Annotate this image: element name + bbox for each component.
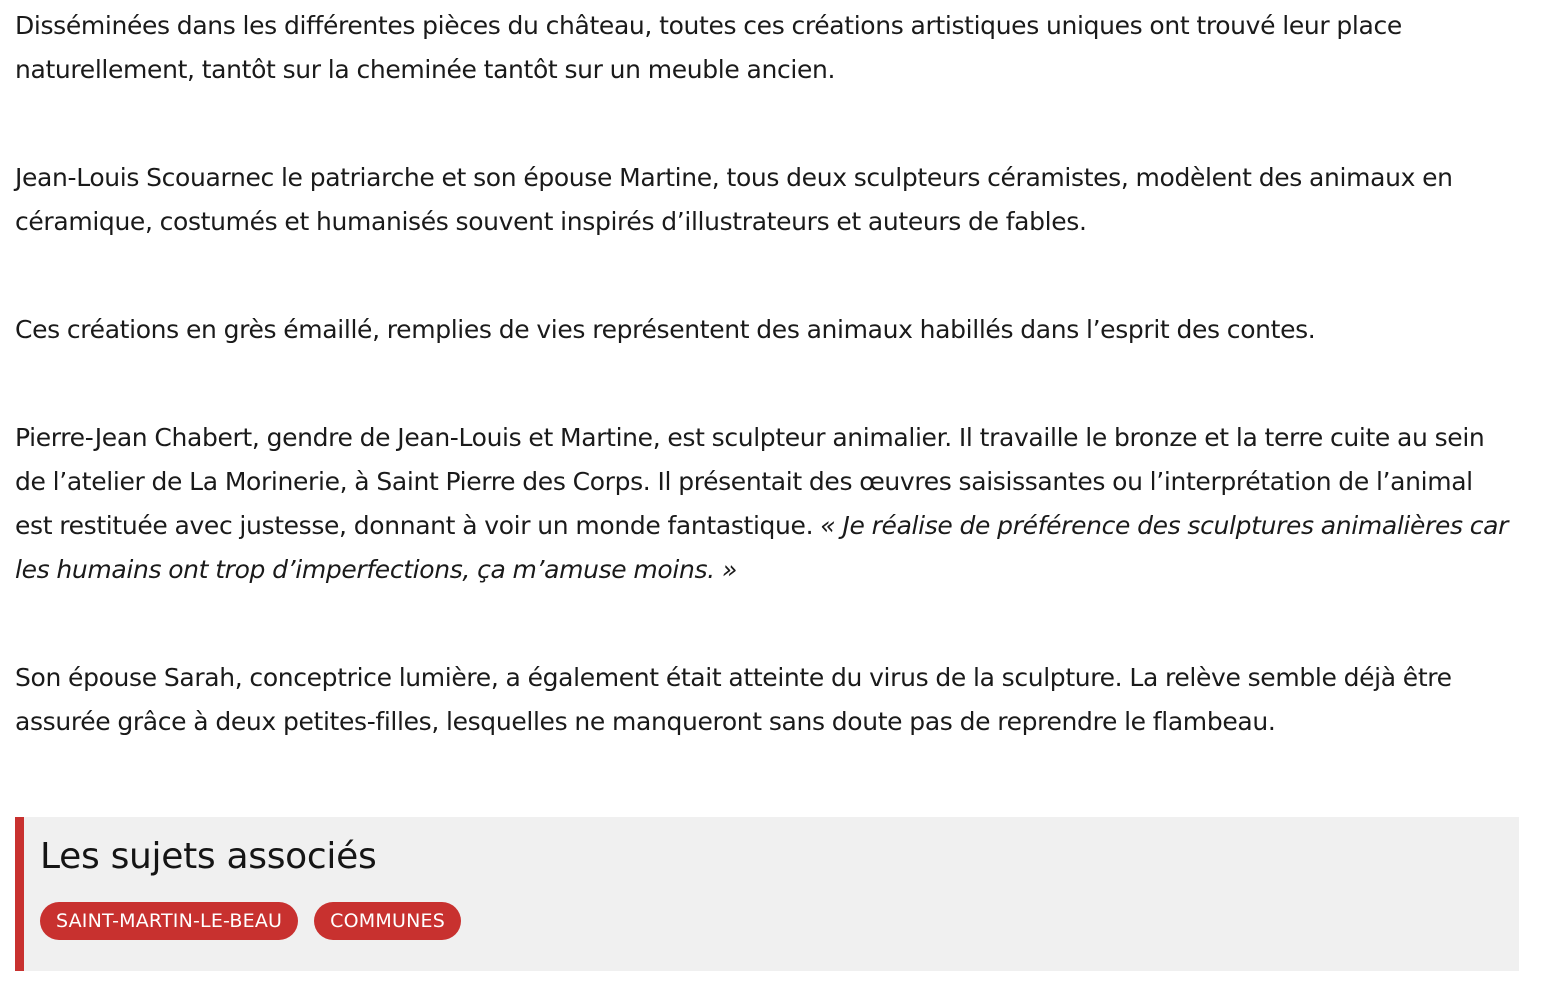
related-topics-panel: [15, 817, 1519, 971]
article-paragraph: Disséminées dans les différentes pièces du château, toutes ces créations artistiques uniques ont trouvé leur place naturellement, tantôt sur la cheminée tantôt sur un meuble ancien.: [15, 11, 1402, 84]
topic-tag-list: [40, 902, 461, 940]
artist-quote: « Je réalise de préférence des sculptures animalières car les humains ont trop d’imperfections, ça m’amuse moins. »: [15, 511, 1509, 584]
paragraph-text: Pierre-Jean Chabert, gendre de Jean-Louis et Martine, est sculpteur animalier. Il travaille le bronze et la terre cuite au sein de l’atelier de La Morinerie, à Saint Pierre des Corps. Il présentait des œuvres saisissantes ou l’interprétation de l’animal est restituée avec justesse, donnant à voir un monde fantastique.: [15, 423, 1485, 540]
article-paragraph: Ces créations en grès émaillé, remplies de vies représentent des animaux habillés dans l’esprit des contes.: [15, 315, 1316, 344]
article-paragraph: Jean-Louis Scouarnec le patriarche et son épouse Martine, tous deux sculpteurs céramistes, modèlent des animaux en céramique, costumés et humanisés souvent inspirés d’illustrateurs et auteurs de fables.: [15, 163, 1453, 236]
article-paragraph: Son épouse Sarah, conceptrice lumière, a également était atteinte du virus de la sculpture. La relève semble déjà être assurée grâce à deux petites-filles, lesquelles ne manqueront sans doute pas de reprendre le flambeau.: [15, 663, 1452, 736]
topic-tag-saint-martin-le-beau[interactable]: SAINT-MARTIN-LE-BEAU: [40, 902, 298, 940]
topic-tag-communes[interactable]: COMMUNES: [314, 902, 461, 940]
article-paragraph-with-quote: [15, 416, 1515, 592]
related-topics-title: Les sujets associés: [40, 836, 377, 877]
article-body: [15, 4, 1515, 744]
